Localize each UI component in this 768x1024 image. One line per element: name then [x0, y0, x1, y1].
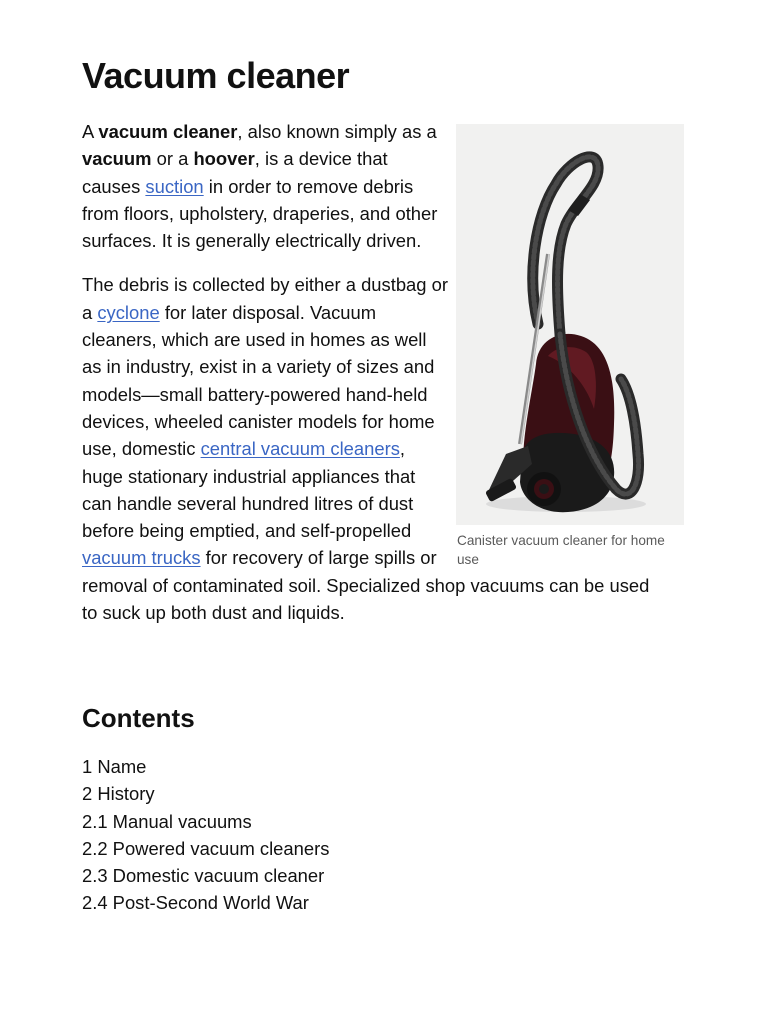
text-span: in order to remove debris from floors, upholstery, draperies, and other surfaces. It is generally electrically driven.: [82, 175, 438, 252]
figure: [456, 124, 684, 569]
toc-item[interactable]: 2 History: [82, 783, 155, 805]
toc-item[interactable]: 2.3 Domestic vacuum cleaner: [82, 865, 325, 887]
text-span: for later disposal. Vacuum cleaners, which are used in homes as well as in industry, exist in a variety of sizes and models—small battery-powered hand-held devices, wheeled canister models for home use, domestic: [82, 301, 435, 460]
contents-heading: Contents: [82, 703, 195, 733]
text-span: , huge stationary industrial appliances that can handle several hundred litres of dust before being emptied, and self-propelled: [82, 438, 416, 542]
link-vacuum-trucks[interactable]: vacuum trucks: [82, 547, 201, 569]
toc-item[interactable]: 2.1 Manual vacuums: [82, 810, 252, 832]
text-span: , is a device that causes: [82, 148, 388, 197]
link-suction[interactable]: suction: [145, 175, 204, 197]
link-central-vacuum-cleaners[interactable]: central vacuum cleaners: [200, 438, 400, 460]
bold-term-vacuum: vacuum: [82, 148, 152, 170]
table-of-contents: [82, 753, 329, 917]
figure-caption: Canister vacuum cleaner for home use: [457, 533, 665, 567]
text-span: , also known simply as a: [237, 121, 437, 142]
article-body: [82, 118, 665, 643]
toc-item[interactable]: 2.2 Powered vacuum cleaners: [82, 837, 330, 859]
text-span: for recovery of large spills or removal of contaminated soil. Specialized shop vacuums can be used to suck up both dust and liquids.: [82, 547, 650, 624]
toc-item[interactable]: 2.4 Post-Second World War: [82, 892, 309, 914]
text-span: The debris is collected by either a dustbag or a: [82, 274, 448, 323]
text-span: or a: [151, 148, 194, 170]
bold-term-hoover: hoover: [193, 148, 255, 170]
bold-term-vacuum-cleaner: vacuum cleaner: [98, 121, 238, 142]
text-span: A: [82, 121, 99, 142]
toc-item[interactable]: 1 Name: [82, 756, 147, 777]
link-cyclone[interactable]: cyclone: [97, 301, 160, 323]
canister-vacuum-image[interactable]: [456, 124, 684, 525]
page-title: Vacuum cleaner: [82, 55, 350, 96]
